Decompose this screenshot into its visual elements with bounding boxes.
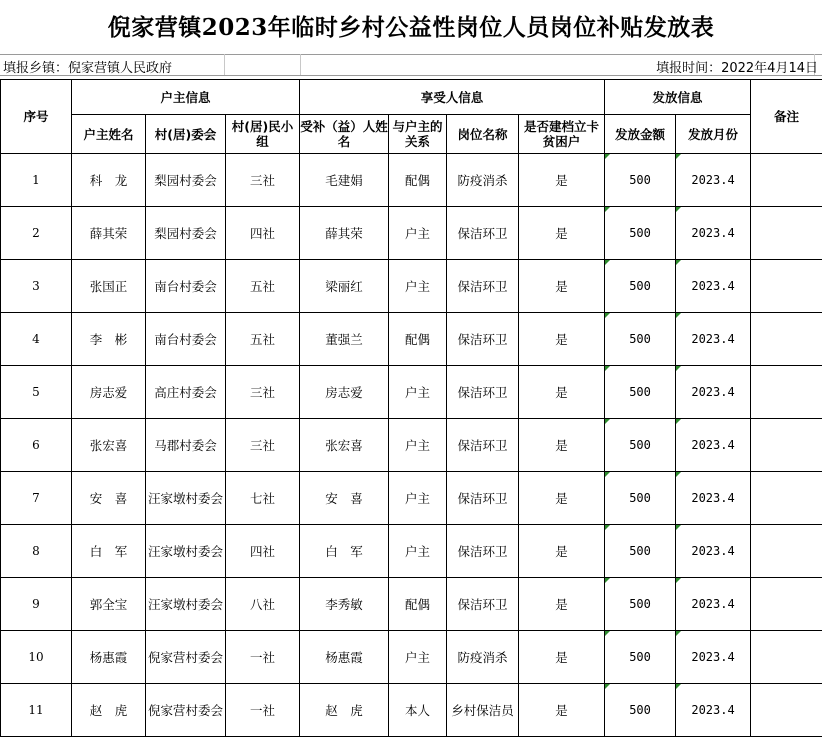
cell-remark [751, 525, 822, 578]
cell-household-name: 薛其荣 [72, 207, 146, 260]
cell-month: 2023.4 [676, 313, 751, 366]
cell-seq: 8 [1, 525, 72, 578]
cell-seq: 6 [1, 419, 72, 472]
cell-remark [751, 207, 822, 260]
cell-remark [751, 631, 822, 684]
cell-amount: 500 [605, 631, 676, 684]
header-household-name: 户主姓名 [72, 115, 146, 154]
table-row [1, 631, 822, 684]
cell-remark [751, 684, 822, 737]
cell-relation: 户主 [389, 366, 447, 419]
cell-amount: 500 [605, 154, 676, 207]
cell-month: 2023.4 [676, 578, 751, 631]
cell-household-name: 赵 虎 [72, 684, 146, 737]
cell-village-group: 三社 [226, 154, 300, 207]
cell-month: 2023.4 [676, 260, 751, 313]
cell-village: 汪家墩村委会 [146, 472, 226, 525]
cell-village: 马郡村委会 [146, 419, 226, 472]
cell-village-group: 一社 [226, 684, 300, 737]
cell-poor: 是 [519, 154, 605, 207]
cell-relation: 户主 [389, 419, 447, 472]
cell-post: 防疫消杀 [447, 154, 519, 207]
cell-village-group: 七社 [226, 472, 300, 525]
cell-village-group: 四社 [226, 207, 300, 260]
header-seq: 序号 [1, 80, 72, 154]
cell-village: 倪家营村委会 [146, 684, 226, 737]
cell-beneficiary-name: 杨惠霞 [300, 631, 389, 684]
cell-remark [751, 313, 822, 366]
cell-household-name: 房志爱 [72, 366, 146, 419]
cell-poor: 是 [519, 419, 605, 472]
cell-post: 防疫消杀 [447, 631, 519, 684]
cell-amount: 500 [605, 472, 676, 525]
header-remark: 备注 [751, 80, 822, 154]
cell-village-group: 八社 [226, 578, 300, 631]
cell-seq: 2 [1, 207, 72, 260]
cell-beneficiary-name: 张宏喜 [300, 419, 389, 472]
cell-household-name: 郭全宝 [72, 578, 146, 631]
cell-amount: 500 [605, 525, 676, 578]
cell-post: 保洁环卫 [447, 472, 519, 525]
header-amount: 发放金额 [605, 115, 676, 154]
cell-post: 保洁环卫 [447, 260, 519, 313]
cell-month: 2023.4 [676, 684, 751, 737]
cell-month: 2023.4 [676, 154, 751, 207]
cell-remark [751, 154, 822, 207]
table-row [1, 419, 822, 472]
cell-seq: 4 [1, 313, 72, 366]
cell-amount: 500 [605, 578, 676, 631]
cell-month: 2023.4 [676, 525, 751, 578]
cell-beneficiary-name: 赵 虎 [300, 684, 389, 737]
cell-seq: 10 [1, 631, 72, 684]
cell-relation: 户主 [389, 207, 447, 260]
cell-beneficiary-name: 薛其荣 [300, 207, 389, 260]
fill-date: 填报时间：2022年4月14日 [656, 61, 818, 76]
cell-village: 南台村委会 [146, 260, 226, 313]
cell-amount: 500 [605, 684, 676, 737]
header-post: 岗位名称 [447, 115, 519, 154]
cell-remark [751, 260, 822, 313]
cell-beneficiary-name: 董强兰 [300, 313, 389, 366]
cell-village-group: 三社 [226, 419, 300, 472]
cell-beneficiary-name: 毛建娟 [300, 154, 389, 207]
cell-amount: 500 [605, 419, 676, 472]
cell-poor: 是 [519, 525, 605, 578]
cell-remark [751, 419, 822, 472]
cell-month: 2023.4 [676, 419, 751, 472]
cell-post: 保洁环卫 [447, 366, 519, 419]
cell-village: 梨园村委会 [146, 207, 226, 260]
cell-household-name: 安 喜 [72, 472, 146, 525]
cell-seq: 1 [1, 154, 72, 207]
cell-remark [751, 578, 822, 631]
cell-household-name: 杨惠霞 [72, 631, 146, 684]
subsidy-table [0, 79, 822, 737]
cell-seq: 9 [1, 578, 72, 631]
cell-seq: 5 [1, 366, 72, 419]
cell-village: 高庄村委会 [146, 366, 226, 419]
cell-village: 汪家墩村委会 [146, 578, 226, 631]
cell-household-name: 李 彬 [72, 313, 146, 366]
cell-poor: 是 [519, 472, 605, 525]
cell-household-name: 科 龙 [72, 154, 146, 207]
table-row [1, 154, 822, 207]
cell-village-group: 五社 [226, 260, 300, 313]
cell-poor: 是 [519, 313, 605, 366]
cell-relation: 户主 [389, 472, 447, 525]
cell-remark [751, 472, 822, 525]
cell-poor: 是 [519, 366, 605, 419]
table-row [1, 684, 822, 737]
table-row [1, 472, 822, 525]
fill-unit: 填报乡镇：倪家营镇人民政府 [3, 61, 173, 76]
cell-post: 保洁环卫 [447, 313, 519, 366]
cell-household-name: 白 军 [72, 525, 146, 578]
cell-post: 保洁环卫 [447, 578, 519, 631]
cell-beneficiary-name: 梁丽红 [300, 260, 389, 313]
header-month: 发放月份 [676, 115, 751, 154]
header-village-group: 村(居)民小组 [226, 115, 300, 154]
cell-beneficiary-name: 安 喜 [300, 472, 389, 525]
meta-row [0, 54, 822, 76]
cell-post: 保洁环卫 [447, 419, 519, 472]
cell-village: 倪家营村委会 [146, 631, 226, 684]
table-row [1, 366, 822, 419]
cell-relation: 户主 [389, 525, 447, 578]
cell-poor: 是 [519, 260, 605, 313]
cell-poor: 是 [519, 631, 605, 684]
cell-post: 保洁环卫 [447, 207, 519, 260]
cell-beneficiary-name: 李秀敏 [300, 578, 389, 631]
cell-village-group: 四社 [226, 525, 300, 578]
cell-amount: 500 [605, 207, 676, 260]
cell-amount: 500 [605, 366, 676, 419]
header-relation: 与户主的关系 [389, 115, 447, 154]
header-beneficiary-group: 享受人信息 [300, 80, 605, 115]
cell-amount: 500 [605, 313, 676, 366]
cell-poor: 是 [519, 684, 605, 737]
cell-village: 汪家墩村委会 [146, 525, 226, 578]
header-village: 村(居)委会 [146, 115, 226, 154]
cell-village: 南台村委会 [146, 313, 226, 366]
cell-village-group: 五社 [226, 313, 300, 366]
table-row [1, 578, 822, 631]
cell-month: 2023.4 [676, 366, 751, 419]
cell-seq: 11 [1, 684, 72, 737]
header-beneficiary-name: 受补（益）人姓名 [300, 115, 389, 154]
header-household-group: 户主信息 [72, 80, 300, 115]
cell-seq: 7 [1, 472, 72, 525]
cell-village: 梨园村委会 [146, 154, 226, 207]
cell-beneficiary-name: 房志爱 [300, 366, 389, 419]
cell-seq: 3 [1, 260, 72, 313]
cell-month: 2023.4 [676, 207, 751, 260]
cell-relation: 配偶 [389, 313, 447, 366]
cell-post: 乡村保洁员 [447, 684, 519, 737]
cell-relation: 配偶 [389, 154, 447, 207]
cell-relation: 户主 [389, 631, 447, 684]
header-poor: 是否建档立卡贫困户 [519, 115, 605, 154]
page-title: 倪家营镇2023年临时乡村公益性岗位人员岗位补贴发放表 [107, 13, 715, 41]
header-payment-group: 发放信息 [605, 80, 751, 115]
cell-beneficiary-name: 白 军 [300, 525, 389, 578]
cell-poor: 是 [519, 578, 605, 631]
cell-poor: 是 [519, 207, 605, 260]
cell-relation: 户主 [389, 260, 447, 313]
cell-relation: 配偶 [389, 578, 447, 631]
table-row [1, 207, 822, 260]
cell-household-name: 张国正 [72, 260, 146, 313]
cell-post: 保洁环卫 [447, 525, 519, 578]
cell-relation: 本人 [389, 684, 447, 737]
cell-village-group: 一社 [226, 631, 300, 684]
table-row [1, 313, 822, 366]
cell-month: 2023.4 [676, 472, 751, 525]
cell-amount: 500 [605, 260, 676, 313]
cell-month: 2023.4 [676, 631, 751, 684]
cell-village-group: 三社 [226, 366, 300, 419]
table-row [1, 525, 822, 578]
cell-remark [751, 366, 822, 419]
table-row [1, 260, 822, 313]
cell-household-name: 张宏喜 [72, 419, 146, 472]
